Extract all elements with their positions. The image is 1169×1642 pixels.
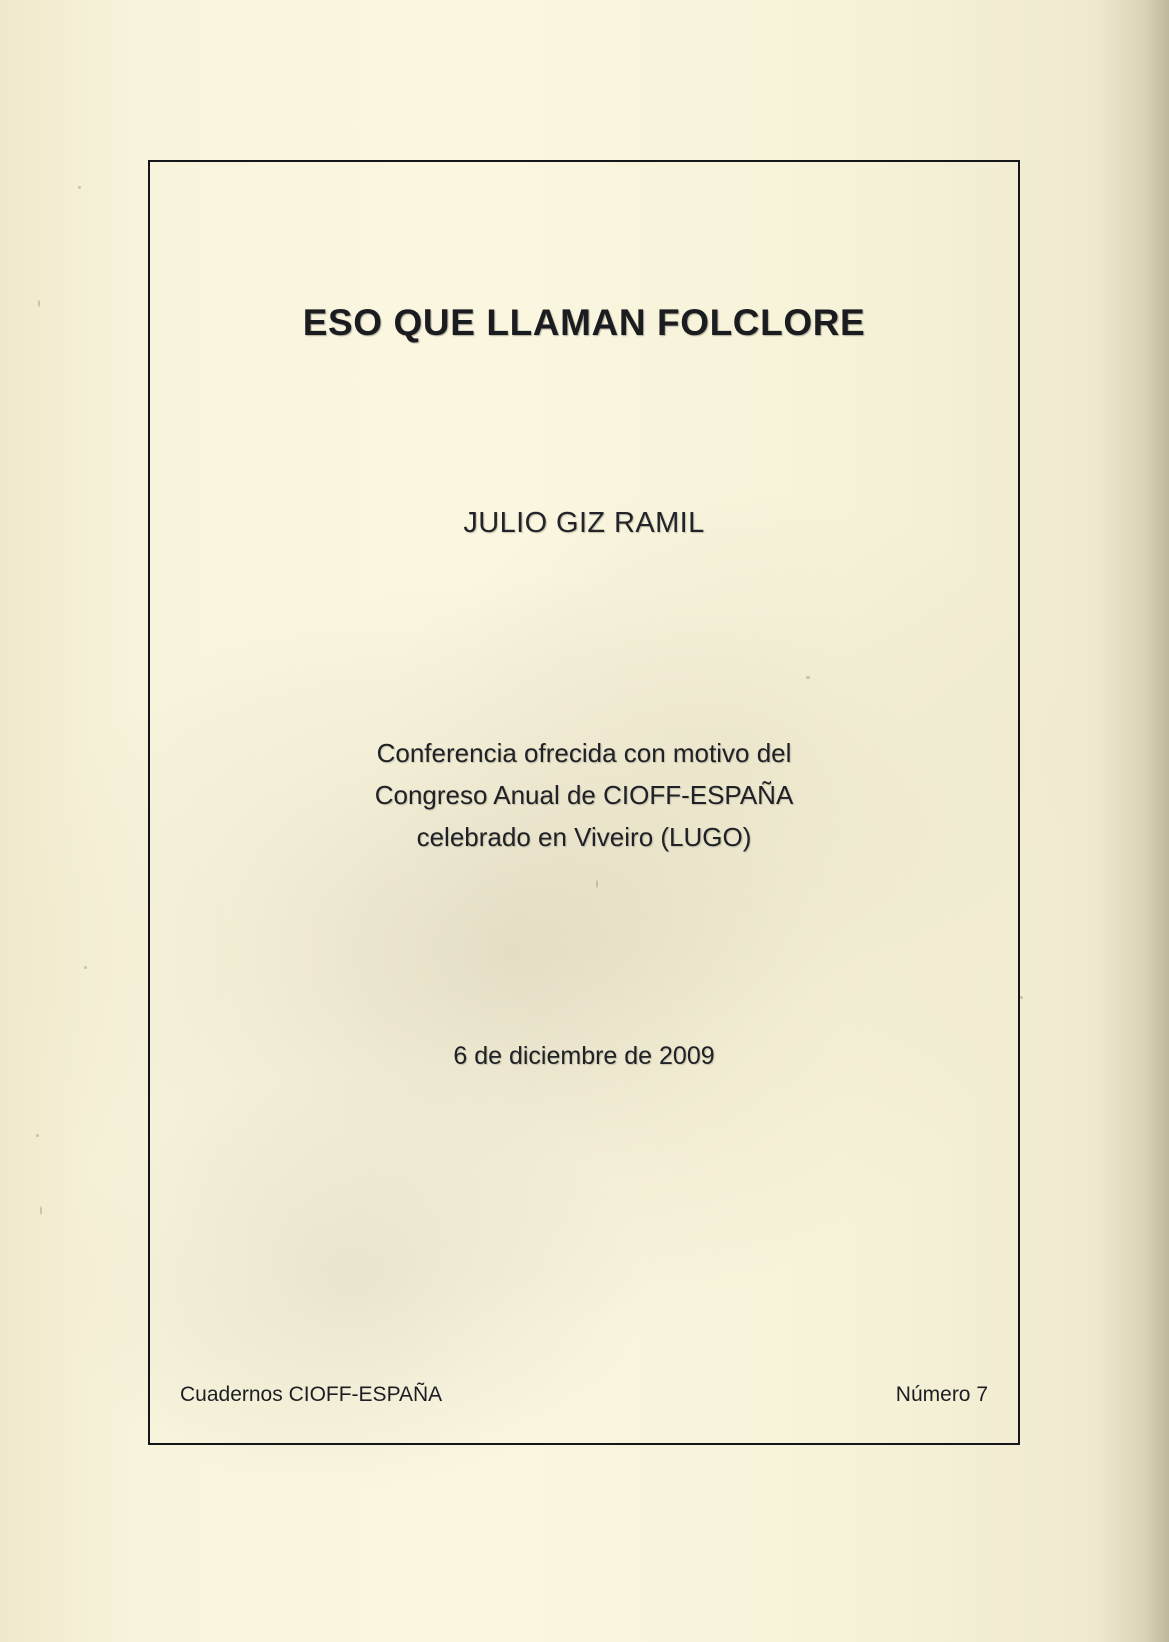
author-name: JULIO GIZ RAMIL — [463, 507, 705, 539]
cover-border-frame — [148, 160, 1020, 1445]
scan-speckle — [40, 1206, 42, 1215]
scan-speckle — [36, 1134, 39, 1137]
scan-speckle — [84, 966, 87, 969]
cover-footer — [180, 1383, 988, 1407]
scan-speckle — [38, 300, 40, 307]
page-title: ESO QUE LLAMAN FOLCLORE — [302, 302, 866, 343]
scan-speckle — [1020, 996, 1023, 999]
subtitle-line-1: Conferencia ofrecida con motivo del — [376, 738, 792, 768]
subtitle-block — [150, 732, 1018, 858]
footer-series-label: Cuadernos CIOFF-ESPAÑA — [180, 1383, 443, 1406]
footer-issue-number: Número 7 — [895, 1383, 988, 1406]
scan-speckle — [78, 186, 81, 189]
publication-date: 6 de diciembre de 2009 — [453, 1042, 715, 1070]
subtitle-line-2: Congreso Anual de CIOFF-ESPAÑA — [374, 780, 794, 811]
subtitle-line-3: celebrado en Viveiro (LUGO) — [416, 822, 752, 853]
